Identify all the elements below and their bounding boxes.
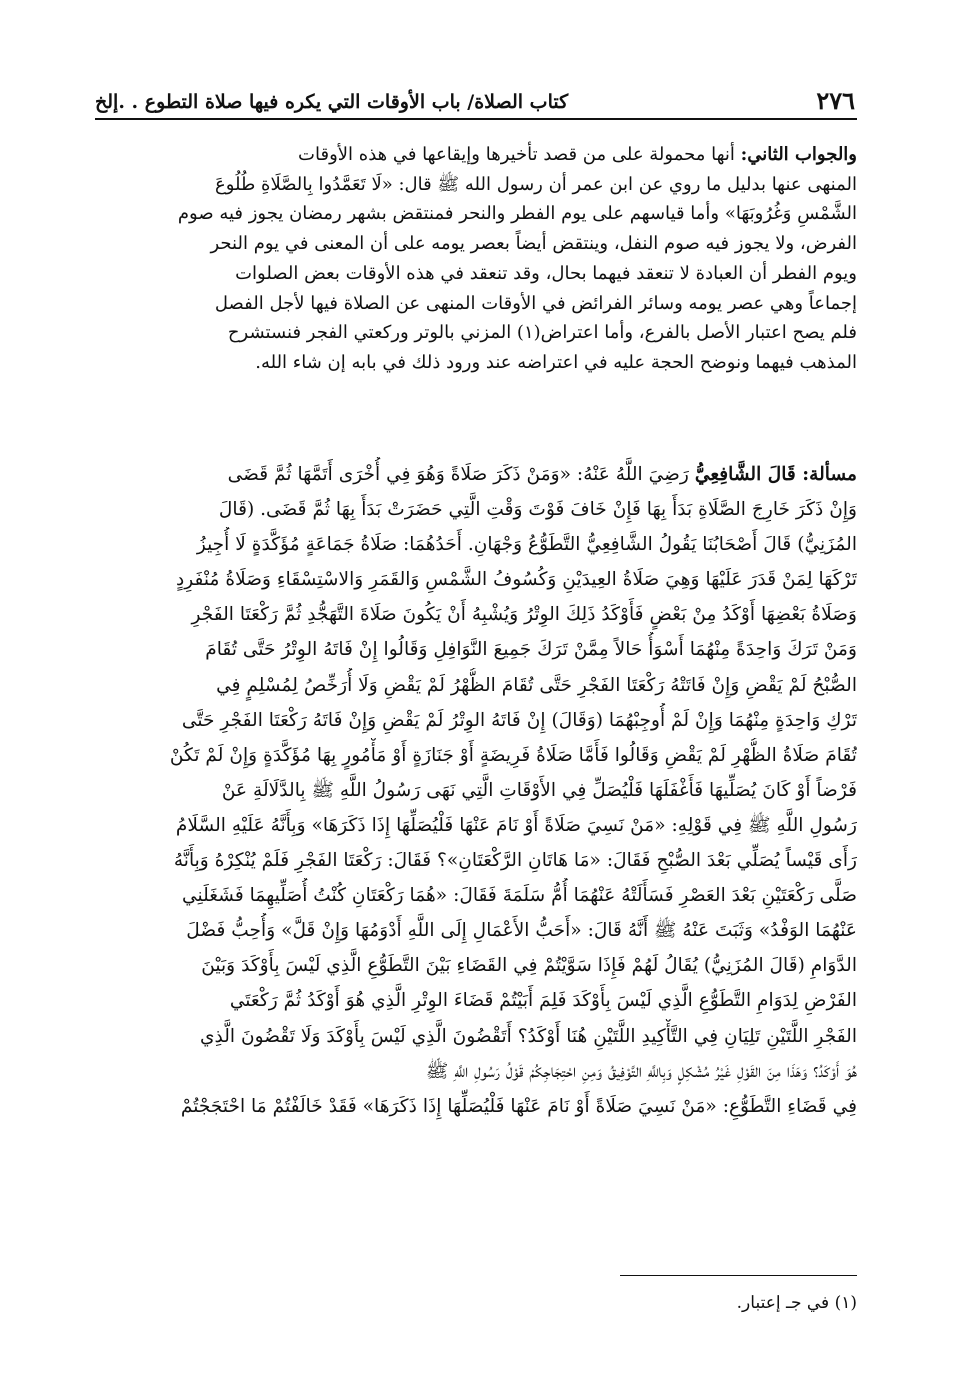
- text-line: تُقَامَ صَلَاةُ الظُّهْرِ لَمْ يَقْضِ وَقَالُوا فَأَمَّا صَلَاةُ فَرِيضَةٍ أَوْ جَنَازَةٍ أَوْ مَأْمُورٍ بِهَا مُؤَكَّدَةٍ وَإِنْ لَمْ تَكُنْ: [169, 744, 857, 766]
- text-line: المنهى عنها بدليل ما روي عن ابن عمر أن رسول الله ﷺ قال: «لَا تَعَمَّدُوا بِالصَّلَاةِ طُلُوعَ: [214, 173, 857, 195]
- running-header: [95, 86, 855, 126]
- text-line: الفرض، ولا يجوز فيه صوم النفل، وينتقض أيضاً بعصر يومه على أن المعنى في يوم النحر: [210, 233, 857, 255]
- text-line: [95, 140, 857, 170]
- paragraph-label: والجواب الثاني:: [740, 144, 857, 165]
- paragraph-masala: [95, 457, 857, 1124]
- running-title: كتاب الصلاة/ باب الأوقات التي يكره فيها صلاة التطوع . .إلخ: [95, 91, 569, 113]
- page-number: ٢٧٦: [816, 86, 855, 115]
- text-line: إجماعاً وهي عصر يومه وسائر الفرائض في الأوقات المنهى عن الصلاة فيها لأجل الفصل: [214, 292, 857, 314]
- text-line: فلم يصح اعتبار الأصل بالفرع، وأما اعتراض(١) المزني بالوتر وركعتي الفجر فنستشرح: [227, 322, 857, 344]
- text-line: الدَّوَامِ (قَالَ المُزَنِيُّ) يُقَالُ لَهُمْ فَإِذَا سَوَّيْتُمْ فِي القَضَاءِ بَيْنَ التَّطَوُّعِ الَّذِي لَيْسَ بِأَوْكَدَ وَبَيْنَ: [201, 955, 857, 977]
- text-line: عَنْهُمَا الوَفْدُ» وَثَبَتَ عَنْهُ ﷺ أَنَّهُ قَالَ: «أَحَبُّ الأَعْمَالِ إِلَى اللَّهِ أَدْوَمُهَا وَإِنْ قَلَّ» وَأُحِبُّ فَضْلَ: [186, 920, 857, 942]
- text-line: صَلَّى رَكْعَتَيْنِ بَعْدَ العَصْرِ فَسَأَلَتْهُ عَنْهُمَا أُمُّ سَلَمَةَ فَقَالَ: «هُمَا رَكْعَتَانِ كُنْتُ أُصَلِّيهِمَا فَشَغَلَنِي: [182, 885, 857, 907]
- text-line: رَسُولِ اللَّهِ ﷺ فِي قَوْلِهِ: «مَنْ نَسِيَ صَلَاةً أَوْ نَامَ عَنْهَا فَلْيُصَلِّهَا إِذَا ذَكَرَهَا» وَبِأَنَّهُ عَلَيْهِ السَّلَامُ: [175, 814, 857, 836]
- text-line: هُوَ أَوْكَدُ؟ وَهَذَا مِنَ القَوْلِ غَيْرُ مُشْكِلٍ وَبِاللَّهِ التَّوْفِيقُ وَمِنِ احْتِجَاجِكُمْ قَوْلُ رَسُولِ اللَّهِ ﷺ: [425, 1060, 857, 1082]
- header-rule: [95, 118, 857, 120]
- text-line: الصُّبْحُ لَمْ يَقْضِ وَإِنْ فَاتَتْهُ رَكْعَتَا الفَجْرِ حَتَّى تُقَامَ الظُّهْرُ لَمْ يَقْضِ وَلَا أُرَخِّصُ لِمُسْلِمٍ فِي: [216, 674, 857, 696]
- text-line: المذهب فيهما ونوضح الحجة عليه في اعتراضه عند ورود ذلك في بابه إن شاء الله.: [255, 351, 857, 373]
- text-line: وَمَنْ تَرَكَ وَاحِدَةً مِنْهُمَا أَسْوَأُ حَالاً مِمَّنْ تَرَكَ جَمِيعَ النَّوَافِلِ وَقَالُوا إِنْ فَاتَهُ الوِتْرُ حَتَّى تُقَامَ: [205, 639, 857, 661]
- paragraph-second-answer: [95, 140, 857, 378]
- text-line: الفَجْرِ اللَّتَيْنِ تَلِيَانِ فِي التَّأْكِيدِ اللَّتَيْنِ هُنَا أَوْكَدُ؟ أَتَقْضُونَ الَّذِي لَيْسَ بِأَوْكَدَ وَلَا تَقْضُونَ الَّذِي: [199, 1025, 857, 1047]
- text-line: تَرْكِ وَاحِدَةٍ مِنْهُمَا وَإِنْ لَمْ أُوجِبْهُمَا (وَقَالَ) إِنْ فَاتَهُ الوِتْرُ لَمْ يَقْضِ وَإِنْ فَاتَهُ رَكْعَتَا الفَجْرِ حَتَّى: [181, 709, 857, 731]
- text-line: [95, 457, 857, 492]
- text-line: فِي قَضَاءِ التَّطَوُّعِ: «مَنْ نَسِيَ صَلَاةً أَوْ نَامَ عَنْهَا فَلْيُصَلِّهَا إِذَا ذَكَرَهَا» فَقَدْ خَالَفْتُمْ مَا احْتَجَجْتُمْ: [180, 1095, 857, 1117]
- footnote-rule: [620, 1275, 857, 1276]
- footnote: (١) في جـ إعتبار.: [736, 1293, 857, 1313]
- line-text: أنها محمولة على من قصد تأخيرها وإيقاعها في هذه الأوقات: [298, 144, 735, 165]
- line-text: رَضِيَ اللَّهُ عَنْهُ: «وَمَنْ ذَكَرَ صَلَاةً وَهُوَ فِي أُخْرَى أَتَمَّهَا ثُمَّ قَضَى: [227, 464, 689, 485]
- paragraph-label: مسألة: قَالَ الشَّافِعِيُّ: [694, 464, 857, 485]
- text-line: المُزَنِيُّ) قَالَ أَصْحَابُنَا يَقُولُ الشَّافِعِيُّ التَّطَوُّعُ وَجْهَانِ. أَحَدُهُمَا: صَلَاةُ جَمَاعَةٍ مُؤَكَّدَةٍ لَا أُجِيزُ: [196, 534, 857, 556]
- text-line: فَرْضاً أَوْ كَانَ يُصَلِّيهَا فَأَغْفَلَهَا فَلْيُصَلِّ فِي الأَوْقَاتِ الَّتِي نَهَى رَسُولُ اللَّهِ ﷺ بِالدَّلَالَةِ عَنْ: [221, 779, 857, 801]
- text-line: وَصَلَاةُ بَعْضِهَا أَوْكَدُ مِنْ بَعْضٍ فَأَوْكَدُ ذَلِكَ الوِتْرُ وَيُشْبِهُ أَنْ يَكُونَ صَلَاةَ التَّهَجُّدِ ثُمَّ رَكْعَتَا الفَجْرِ: [191, 604, 857, 626]
- text-line: الفَرْضِ لِدَوَامِ التَّطَوُّعِ الَّذِي لَيْسَ بِأَوْكَدَ فَلِمَ أَبَيْتُمْ قَضَاءَ الوِتْرِ الَّذِي هُوَ أَوْكَدُ ثُمَّ رَكْعَتَي: [229, 990, 857, 1012]
- text-line: الشَّمْسِ وَغُرُوبَهَا» وأما قياسهم على يوم الفطر والنحر فمنتقض بشهر رمضان يجوز فيه صوم: [177, 203, 857, 225]
- text-line: تَرْكَهَا لِمَنْ قَدَرَ عَلَيْهَا وَهِيَ صَلَاةُ العِيدَيْنِ وَكُسُوفُ الشَّمْسِ وَالقَمَرِ وَالاسْتِسْقَاءِ وَصَلَاةُ مُنْفَرِدٍ: [175, 569, 857, 591]
- text-line: رَأَى قَيْساً يُصَلِّي بَعْدَ الصُّبْحِ فَقَالَ: «مَا هَاتَانِ الرَّكْعَتَانِ»؟ فَقَالَ: رَكْعَتَا الفَجْرِ فَلَمْ يُنْكِرْهُ وَبِأَنَّهُ: [173, 850, 857, 872]
- text-line: وَإِنْ ذَكَرَ خَارِجَ الصَّلَاةِ بَدَأَ بِهَا فَإِنْ خَافَ فَوْتَ وَقْتِ الَّتِي حَضَرَتْ بَدَأَ بِهَا ثُمَّ قَضَى. (قَالَ: [218, 499, 857, 521]
- text-line: ويوم الفطر أن العبادة لا تنعقد فيهما بحال، وقد تنعقد في هذه الأوقات بعض الصلوات: [235, 262, 857, 284]
